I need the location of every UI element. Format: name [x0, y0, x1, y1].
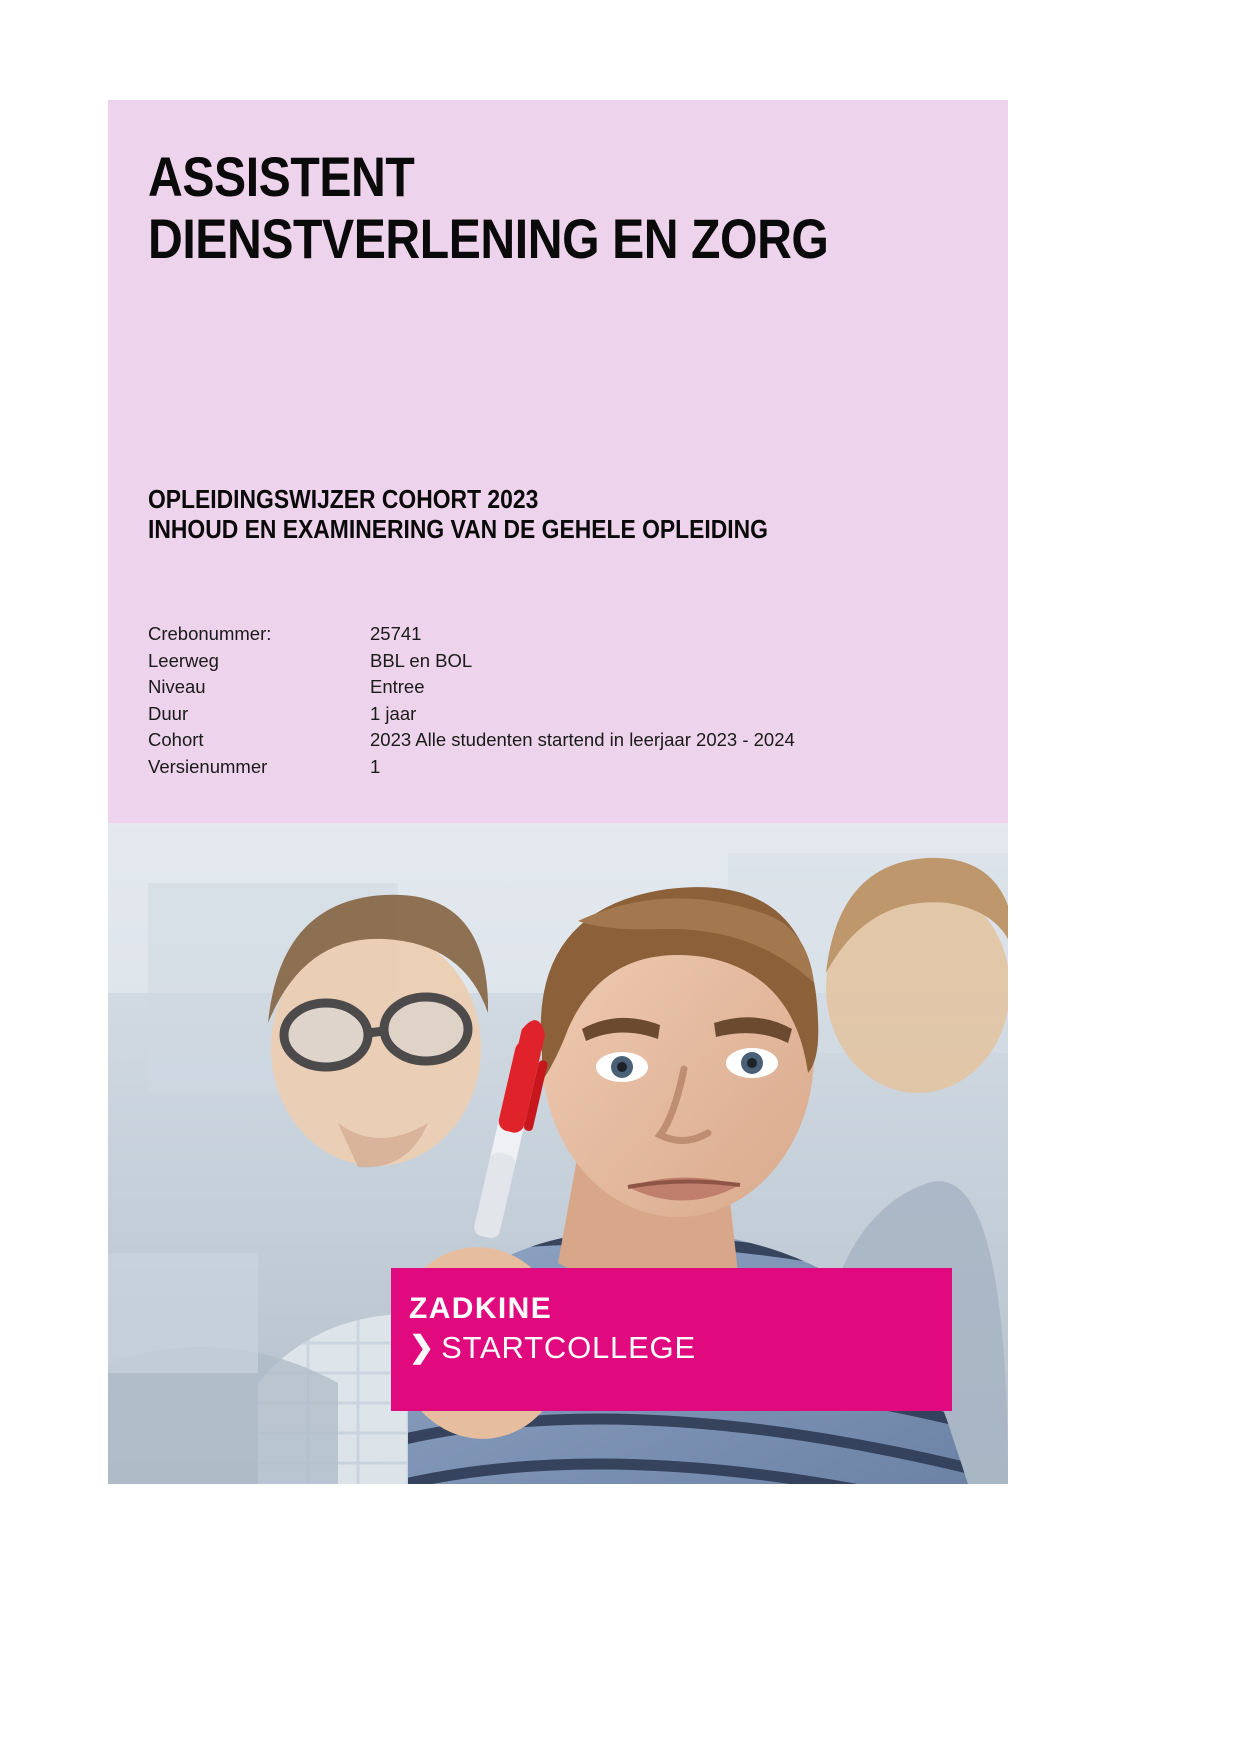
metadata-value: BBL en BOL	[370, 649, 473, 671]
metadata-value: 25741	[370, 623, 422, 644]
page-subtitle-line-1: OPLEIDINGSWIJZER COHORT 2023	[148, 484, 539, 514]
metadata-row	[148, 621, 978, 648]
brand-name: ZADKINE	[409, 1292, 553, 1325]
metadata-row	[148, 648, 978, 675]
chevron-right-icon: ❯	[409, 1331, 435, 1364]
page-title-line-1: ASSISTENT	[148, 145, 415, 208]
metadata-label: Versienummer	[148, 755, 268, 777]
metadata-row	[148, 701, 978, 728]
metadata-value: Entree	[370, 676, 425, 697]
metadata-row	[148, 754, 978, 781]
metadata-label: Leerweg	[148, 649, 219, 671]
metadata-row	[148, 727, 978, 754]
metadata-label: Niveau	[148, 676, 206, 697]
page-title	[148, 146, 968, 270]
sub-brand-name: STARTCOLLEGE	[441, 1330, 696, 1365]
course-metadata-list	[148, 621, 978, 780]
metadata-value: 1	[370, 755, 381, 777]
metadata-label: Duur	[148, 702, 189, 724]
cover-panel	[108, 100, 1008, 823]
metadata-label: Crebonummer:	[148, 623, 272, 644]
metadata-value: 1 jaar	[370, 702, 417, 724]
page-title-line-2: DIENSTVERLENING EN ZORG	[148, 207, 829, 270]
brand-logo	[409, 1292, 696, 1365]
brand-logo-band	[391, 1268, 952, 1411]
metadata-row	[148, 674, 978, 701]
metadata-value: 2023 Alle studenten startend in leerjaar 2023 - 2024	[370, 729, 795, 750]
page-subtitle	[148, 484, 968, 544]
sub-brand-row	[409, 1331, 696, 1365]
metadata-label: Cohort	[148, 729, 204, 750]
page-subtitle-line-2: INHOUD EN EXAMINERING VAN DE GEHELE OPLEIDING	[148, 514, 768, 544]
